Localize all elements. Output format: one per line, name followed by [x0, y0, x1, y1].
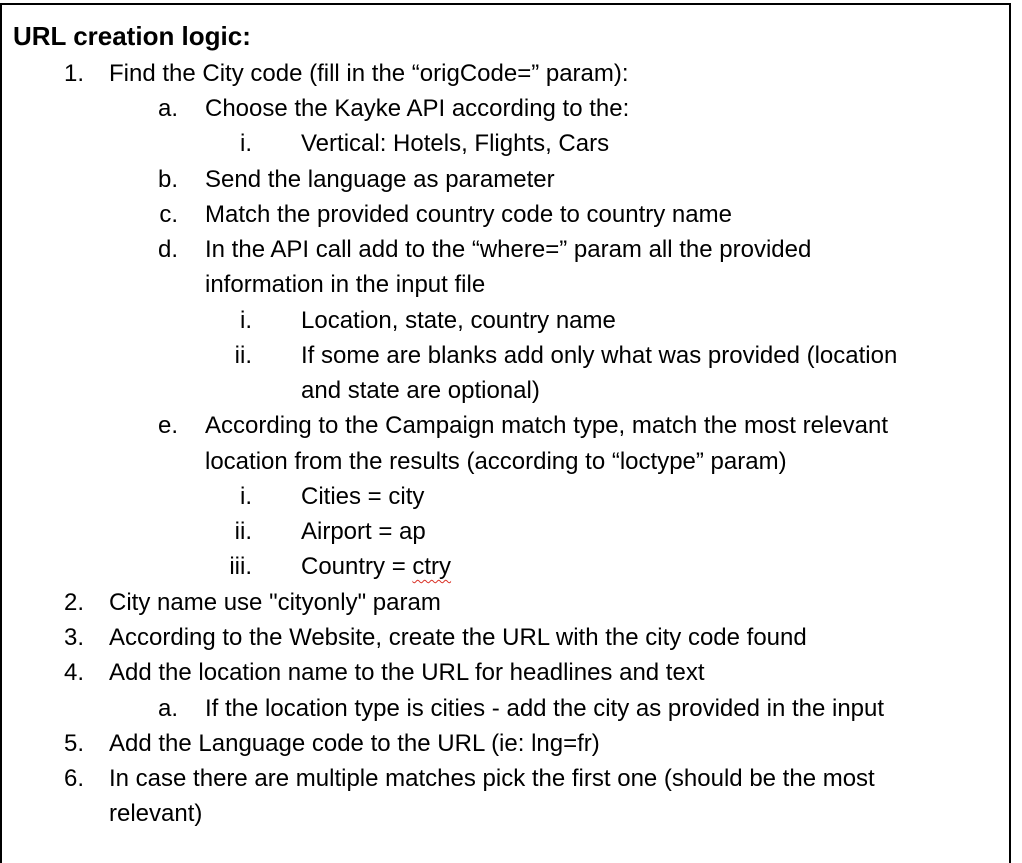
list-item-text-continued: relevant)	[109, 800, 203, 827]
document-heading: URL creation logic:	[13, 21, 251, 51]
list-item-text: In case there are multiple matches pick the first one (should be the most	[109, 765, 875, 792]
list-marker: b.	[157, 166, 178, 193]
list-item-text: Find the City code (fill in the “origCode=” param):	[109, 60, 629, 87]
list-item-text: Add the location name to the URL for headlines and text	[109, 659, 705, 686]
spellcheck-flagged-word: ctry	[412, 553, 452, 580]
list-item-text: Send the language as parameter	[205, 166, 555, 193]
list-item-text-continued: and state are optional)	[301, 377, 540, 404]
list-marker: 1.	[63, 60, 84, 87]
list-marker: a.	[157, 95, 178, 122]
list-item-text: Match the provided country code to country name	[205, 201, 732, 228]
list-item-text: If the location type is cities - add the city as provided in the input	[205, 695, 885, 722]
list-marker: 5.	[63, 730, 84, 757]
list-marker: ii.	[234, 342, 252, 369]
list-item-text: Add the Language code to the URL (ie: lng=fr)	[109, 730, 600, 757]
list-marker: ii.	[234, 518, 252, 545]
list-item-text: Vertical: Hotels, Flights, Cars	[301, 130, 610, 157]
list-item-text: According to the Website, create the URL with the city code found	[109, 624, 807, 651]
list-item-text: Cities = city	[301, 483, 425, 510]
list-marker: 4.	[63, 659, 84, 686]
list-marker: 6.	[63, 765, 84, 792]
list-item-text: Airport = ap	[301, 518, 426, 545]
list-item-text: In the API call add to the “where=” param all the provided	[205, 236, 812, 263]
list-item-text: Choose the Kayke API according to the:	[205, 95, 630, 122]
list-marker: 2.	[63, 589, 84, 616]
list-item-text: According to the Campaign match type, match the most relevant	[205, 412, 889, 439]
list-marker: iii.	[229, 553, 252, 580]
list-item-text: City name use "cityonly" param	[109, 589, 441, 616]
list-marker: i.	[240, 130, 252, 157]
list-marker: e.	[157, 412, 178, 439]
list-marker: i.	[240, 307, 252, 334]
list-item-text-continued: information in the input file	[205, 271, 486, 298]
list-item-text: Location, state, country name	[301, 307, 616, 334]
list-marker: d.	[157, 236, 178, 263]
list-item-text	[301, 552, 451, 582]
list-item-text: If some are blanks add only what was provided (location	[301, 342, 898, 369]
list-item-text-prefix: Country =	[301, 553, 413, 580]
list-marker: i.	[240, 483, 252, 510]
list-item-text-continued: location from the results (according to “loctype” param)	[205, 448, 787, 475]
list-marker: a.	[157, 695, 178, 722]
list-marker: 3.	[63, 624, 84, 651]
list-marker: c.	[159, 201, 178, 228]
